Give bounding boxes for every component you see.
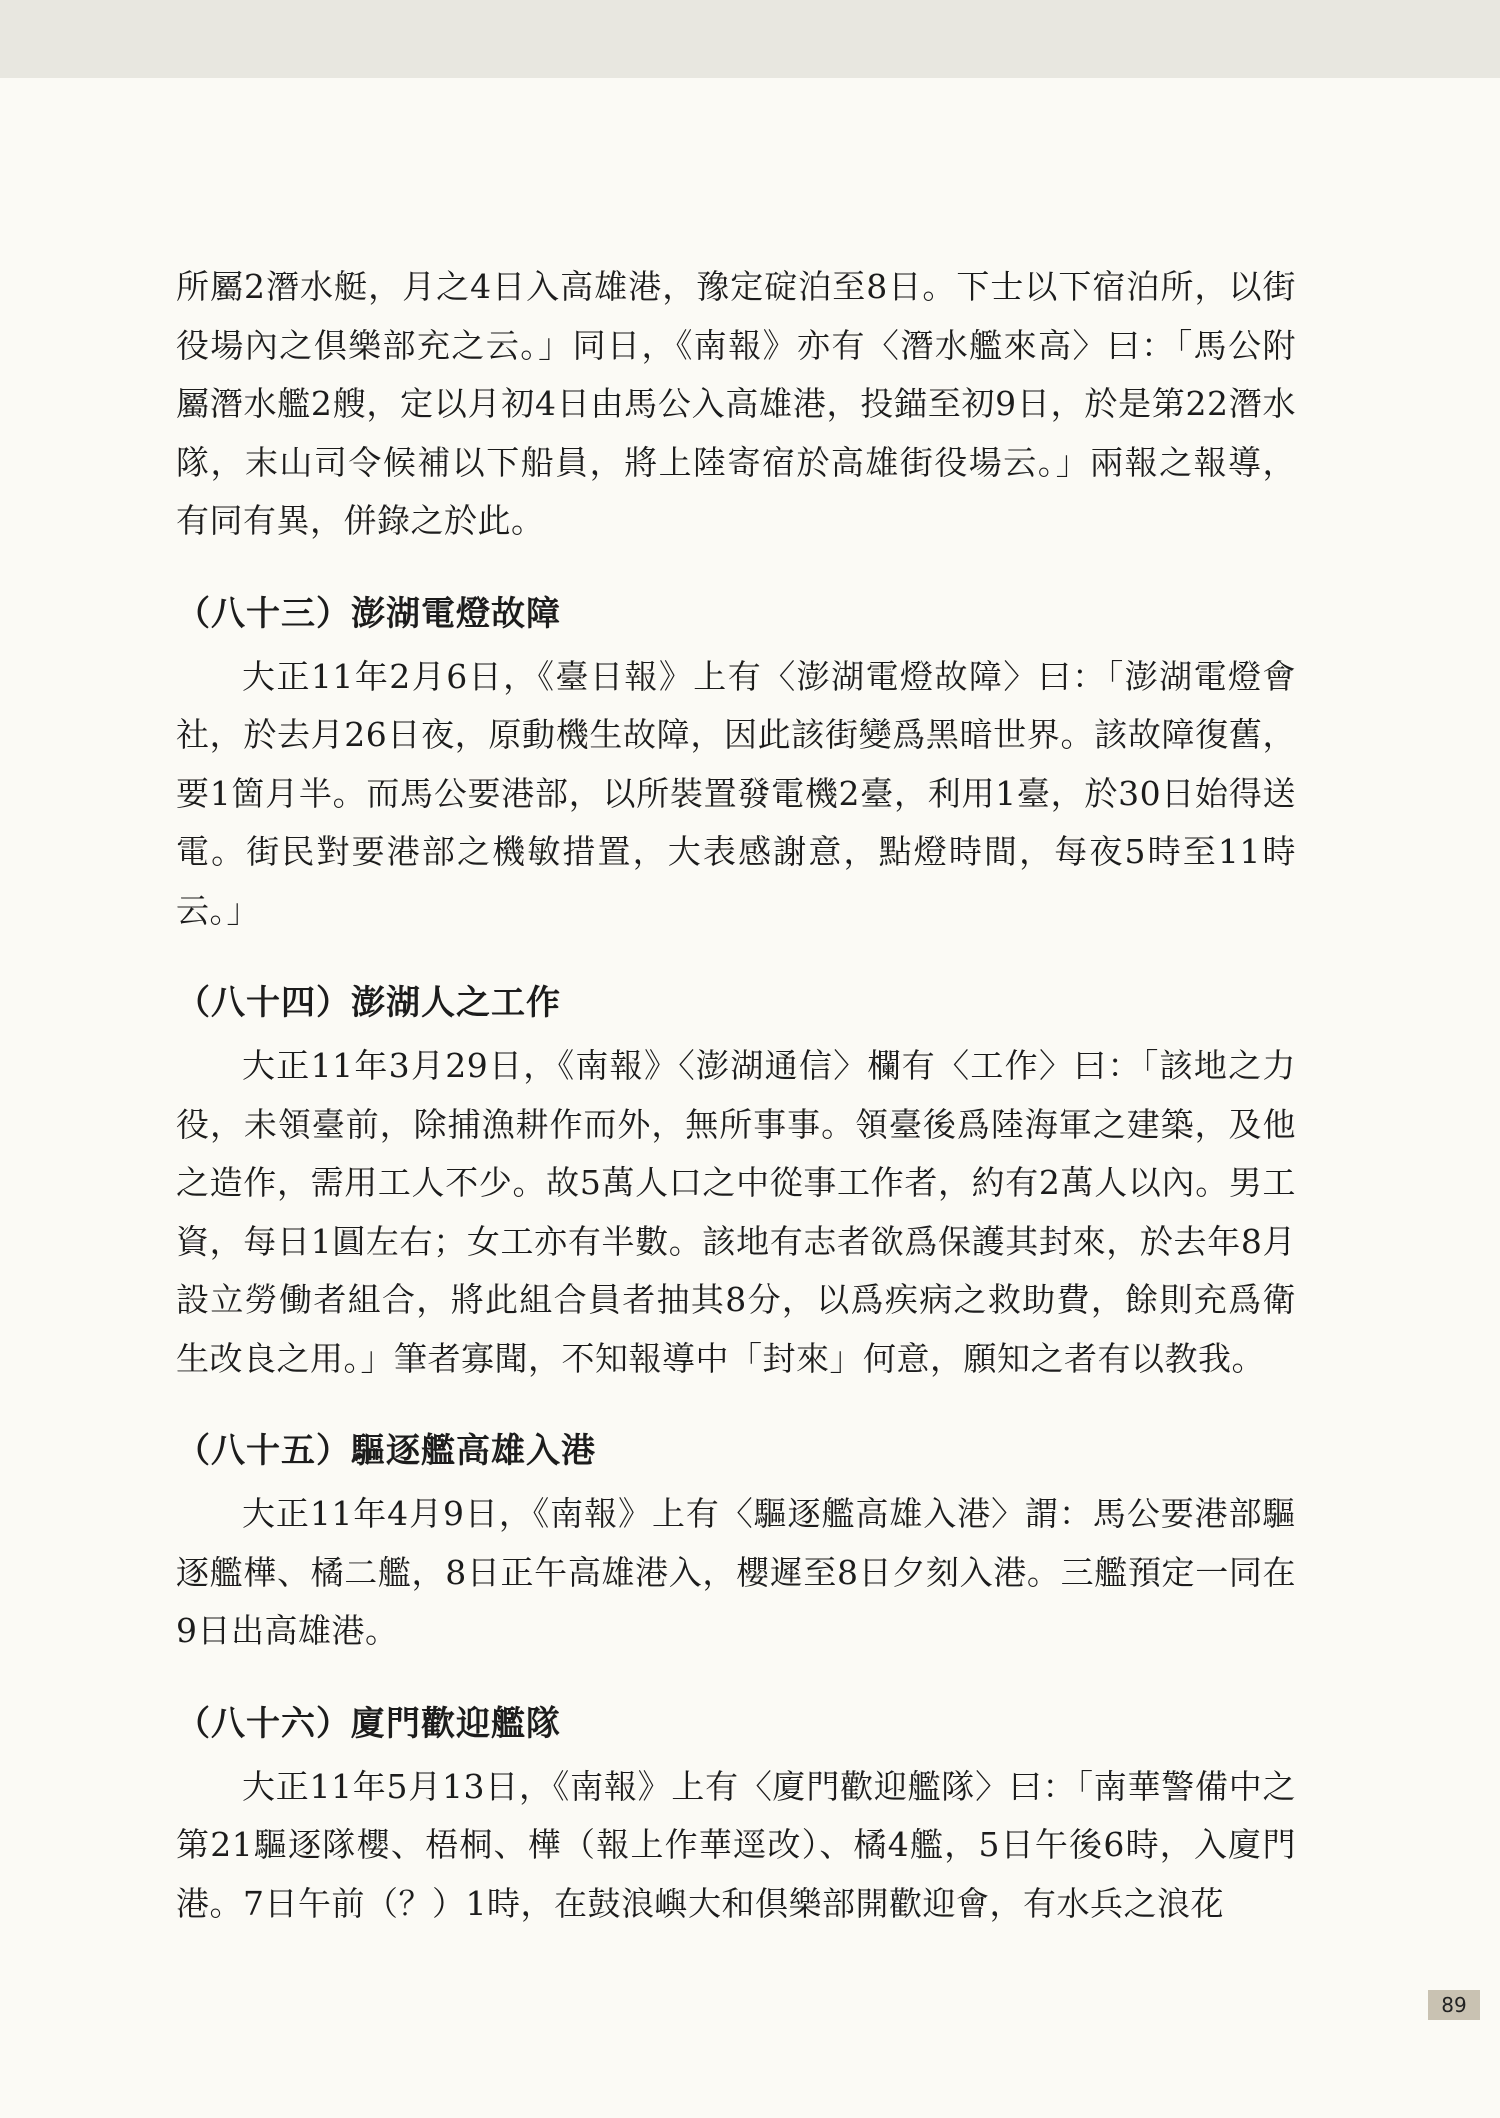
page-number: 89 bbox=[1428, 1990, 1480, 2020]
page-content bbox=[176, 258, 1296, 1933]
section-body: 大正11年3月29日，《南報》〈澎湖通信〉欄有〈工作〉曰：「該地之力役，未領臺前，除捕漁耕作而外，無所事事。領臺後爲陸海軍之建築，及他之造作，需用工人不少。故5萬人口之中從事工作者，約有2萬人以內。男工資，每日1圓左右；女工亦有半數。該地有志者欲爲保護其封來，於去年8月設立勞働者組合，將此組合員者抽其8分，以爲疾病之救助費，餘則充爲衛生改良之用。」筆者寡聞，不知報導中「封來」何意，願知之者有以教我。 bbox=[176, 1046, 1296, 1378]
section-heading: （八十六）廈門歡迎艦隊 bbox=[176, 1703, 561, 1744]
section-body: 大正11年2月6日，《臺日報》上有〈澎湖電燈故障〉曰：「澎湖電燈會社，於去月26日夜，原動機生故障，因此該街變爲黑暗世界。該故障復舊，要1箇月半。而馬公要港部，以所裝置發電機2臺，利用1臺，於30日始得送電。街民對要港部之機敏措置，大表感謝意，點燈時間，每夜5時至11時云。」 bbox=[176, 656, 1296, 930]
section-85 bbox=[176, 1422, 1296, 1661]
section-heading: （八十四）澎湖人之工作 bbox=[176, 983, 561, 1023]
section-body: 大正11年5月13日，《南報》上有〈廈門歡迎艦隊〉曰：「南華警備中之第21驅逐隊櫻、梧桐、樺（報上作華逕改）、橘4艦，5日午後6時，入廈門港。7日午前（？）1時，在鼓浪嶼大和倶樂部開歡迎會，有水兵之浪花 bbox=[176, 1766, 1296, 1923]
section-body: 大正11年4月9日，《南報》上有〈驅逐艦高雄入港〉謂：馬公要港部驅逐艦樺、橘二艦，8日正午高雄港入，櫻遲至8日夕刻入港。三艦預定一同在9日出高雄港。 bbox=[176, 1494, 1296, 1650]
section-86 bbox=[176, 1695, 1296, 1934]
section-heading: （八十三）澎湖電燈故障 bbox=[176, 593, 561, 634]
section-84 bbox=[176, 974, 1296, 1388]
top-scan-band bbox=[0, 0, 1500, 78]
section-83 bbox=[176, 585, 1296, 941]
intro-paragraph: 所屬2潛水艇，月之4日入高雄港，豫定碇泊至8日。下士以下宿泊所，以街役場內之倶樂部充之云。」同日，《南報》亦有〈潛水艦來高〉曰：「馬公附屬潛水艦2艘，定以月初4日由馬公入高雄港，投錨至初9日，於是第22潛水隊，末山司令候補以下船員，將上陸寄宿於高雄街役場云。」兩報之報導，有同有異，併錄之於此。 bbox=[176, 267, 1296, 540]
section-heading: （八十五）驅逐艦高雄入港 bbox=[176, 1431, 596, 1471]
